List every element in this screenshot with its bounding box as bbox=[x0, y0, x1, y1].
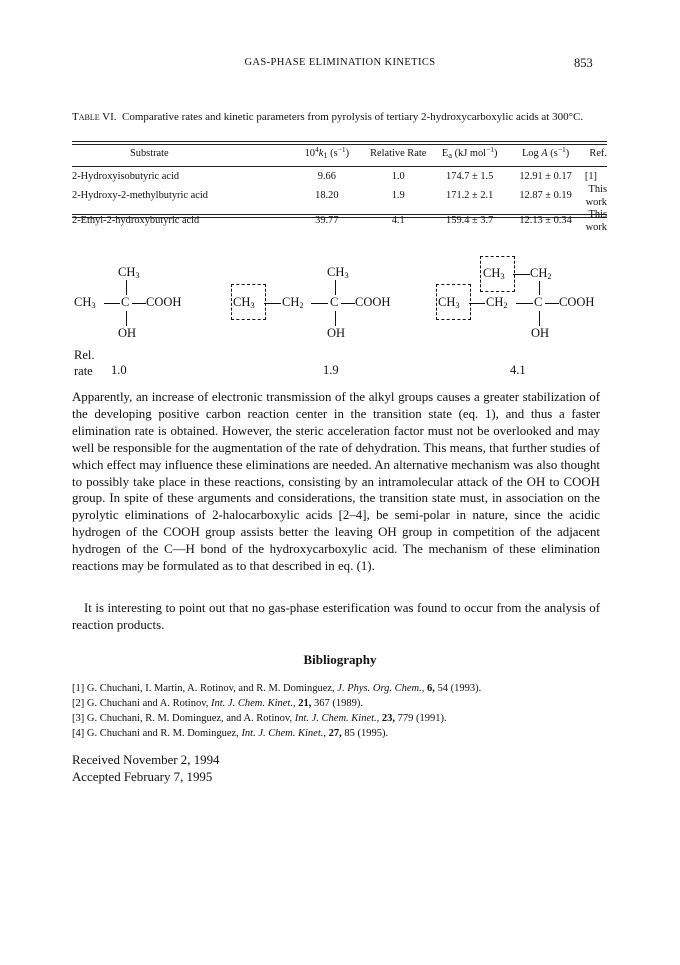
bond-horizontal bbox=[516, 303, 533, 304]
bond-horizontal bbox=[311, 303, 328, 304]
reference-item: [2] G. Chuchani and A. Rotinov, Int. J. Chem. Kinet., 21, 367 (1989). bbox=[72, 698, 363, 709]
column-header: Relative Rate bbox=[370, 148, 427, 159]
body-paragraph: Apparently, an increase of electronic transmission of the alkyl groups causes a greater stabilization of the developing positive carbon reaction center in the transition state (eq. 1), and thus a faster elimination rate is obtained. However, the steric acceleration factor must not be overlooked and may well be responsible for the augmentation of the rate of dehydration. This means, that further studies of which effect may influence these eliminations are needed. An alternative mechanism was also thought to possibly take place in these reactions, consisting by an intramolecular attack of the OH to COOH group. In spite of these arguments and considerations, the transition state must, in association on the pyrolytic eliminations of 2-halocarboxylic acids [2–4], be semi-polar in nature, since the acidic hydrogen of the COOH group assists better the leaving OH group in competition of the adjacent hydrogen of the C—H bond of the hydroxycarboxylic acid. The mechanism of these elimination reactions may be formulated as to that described in eq. (1). bbox=[72, 390, 600, 574]
terminal-methyl: $CH_3$ bbox=[233, 295, 255, 310]
bond-vertical bbox=[539, 281, 540, 295]
table-label: Table VI. bbox=[72, 111, 117, 123]
bibliography-heading: Bibliography bbox=[303, 652, 377, 667]
rel-label-line1: Rel. bbox=[74, 348, 95, 362]
bond-horizontal bbox=[513, 274, 530, 275]
terminal-methyl: $CH_3$ bbox=[438, 295, 460, 310]
table-cell: 12.87 ± 0.19 bbox=[519, 190, 572, 202]
column-header: $10^4k_1$ $(s^{-1})$ bbox=[304, 145, 350, 160]
bond-vertical bbox=[126, 280, 127, 295]
carboxyl-group: COOH bbox=[146, 295, 182, 309]
rel-label-line2: rate bbox=[74, 364, 93, 378]
table-cell: 9.66 bbox=[317, 170, 336, 182]
table-cell: 1.9 bbox=[391, 190, 405, 202]
reference-item: [4] G. Chuchani and R. M. Dominguez, Int. J. Chem. Kinet., 27, 85 (1995). bbox=[72, 728, 389, 739]
table-cell: 18.20 bbox=[315, 190, 339, 202]
table-cell: 1.0 bbox=[391, 170, 405, 182]
bond-horizontal bbox=[104, 303, 120, 304]
methylene-group: $CH_2$ bbox=[486, 295, 508, 310]
hydroxyl-group: OH bbox=[531, 326, 550, 340]
bond-vertical bbox=[335, 280, 336, 295]
bond-horizontal bbox=[264, 303, 281, 304]
table-top-rule bbox=[72, 141, 607, 142]
methyl-group-top: $CH_3$ bbox=[118, 265, 140, 280]
table-cell: 12.13 ± 0.34 bbox=[519, 215, 572, 227]
bond-horizontal bbox=[545, 303, 559, 304]
accepted-date: Accepted February 7, 1995 bbox=[72, 770, 213, 784]
bond-vertical bbox=[539, 311, 540, 326]
bond-vertical bbox=[126, 311, 127, 326]
table-cell: 4.1 bbox=[391, 215, 405, 227]
table-cell: 2-Hydroxy-2-methylbutyric acid bbox=[72, 190, 208, 202]
bond-horizontal bbox=[341, 303, 355, 304]
hydroxyl-group: OH bbox=[327, 326, 346, 340]
table-header-row bbox=[72, 148, 607, 164]
column-header: Substrate bbox=[130, 148, 169, 159]
table-row bbox=[72, 184, 607, 209]
relative-rate-value: 1.9 bbox=[323, 363, 339, 377]
methyl-group-top: $CH_3$ bbox=[327, 265, 349, 280]
table-cell: 174.7 ± 1.5 bbox=[446, 170, 494, 182]
table-cell: This work bbox=[585, 184, 607, 208]
carboxyl-group: COOH bbox=[355, 295, 391, 309]
table-cell: 2-Hydroxyisobutyric acid bbox=[72, 170, 180, 182]
carboxyl-group: COOH bbox=[559, 295, 595, 309]
received-date: Received November 2, 1994 bbox=[72, 753, 220, 767]
hydroxyl-group: OH bbox=[118, 326, 137, 340]
methylene-group: $CH_2$ bbox=[282, 295, 304, 310]
methyl-group-left: $CH_3$ bbox=[74, 295, 96, 310]
table-caption-text: Comparative rates and kinetic parameters from pyrolysis of tertiary 2-hydroxycarboxylic acids at 300°C. bbox=[122, 111, 584, 123]
table-cell: [1] bbox=[584, 170, 597, 182]
relative-rate-value: 1.0 bbox=[111, 363, 127, 377]
relative-rate-value: 4.1 bbox=[510, 363, 526, 377]
column-header: $E_a$ (kJ mol$^{-1}$) bbox=[441, 145, 498, 160]
table-caption bbox=[72, 111, 612, 124]
relative-rate-label bbox=[74, 347, 94, 379]
bond-vertical bbox=[335, 311, 336, 326]
bond-horizontal bbox=[132, 303, 146, 304]
table-cell: 12.91 ± 0.17 bbox=[519, 170, 572, 182]
table-row bbox=[72, 209, 607, 234]
bond-horizontal bbox=[469, 303, 485, 304]
central-carbon: C bbox=[534, 295, 543, 309]
methylene-group: $CH_2$ bbox=[530, 266, 552, 281]
kinetics-table bbox=[72, 145, 607, 234]
central-carbon: C bbox=[330, 295, 339, 309]
column-header: Log A $(s^{-1})$ bbox=[521, 145, 570, 159]
page-number: 853 bbox=[574, 56, 593, 70]
central-carbon: C bbox=[121, 295, 130, 309]
table-cell: 39.77 bbox=[315, 215, 339, 227]
body-paragraph: It is interesting to point out that no gas-phase esterification was found to occur from the analysis of reaction products. bbox=[72, 601, 600, 632]
reference-item: [3] G. Chuchani, R. M. Dominguez, and A. Rotinov, Int. J. Chem. Kinet., 23, 779 (1991). bbox=[72, 713, 447, 724]
table-cell: 2-Ethyl-2-hydroxybutyric acid bbox=[72, 215, 200, 227]
table-row bbox=[72, 164, 607, 184]
column-header: Ref. bbox=[589, 148, 607, 159]
running-title: GAS-PHASE ELIMINATION KINETICS bbox=[244, 57, 436, 68]
table-cell: 159.4 ± 3.7 bbox=[446, 215, 494, 227]
table-cell: 171.2 ± 2.1 bbox=[446, 190, 494, 202]
table-cell: This work bbox=[585, 209, 607, 233]
reference-item: [1] G. Chuchani, I. Martin, A. Rotinov, and R. M. Dominguez, J. Phys. Org. Chem., 6, 54 (1993). bbox=[72, 683, 482, 694]
terminal-methyl: $CH_3$ bbox=[483, 266, 505, 281]
